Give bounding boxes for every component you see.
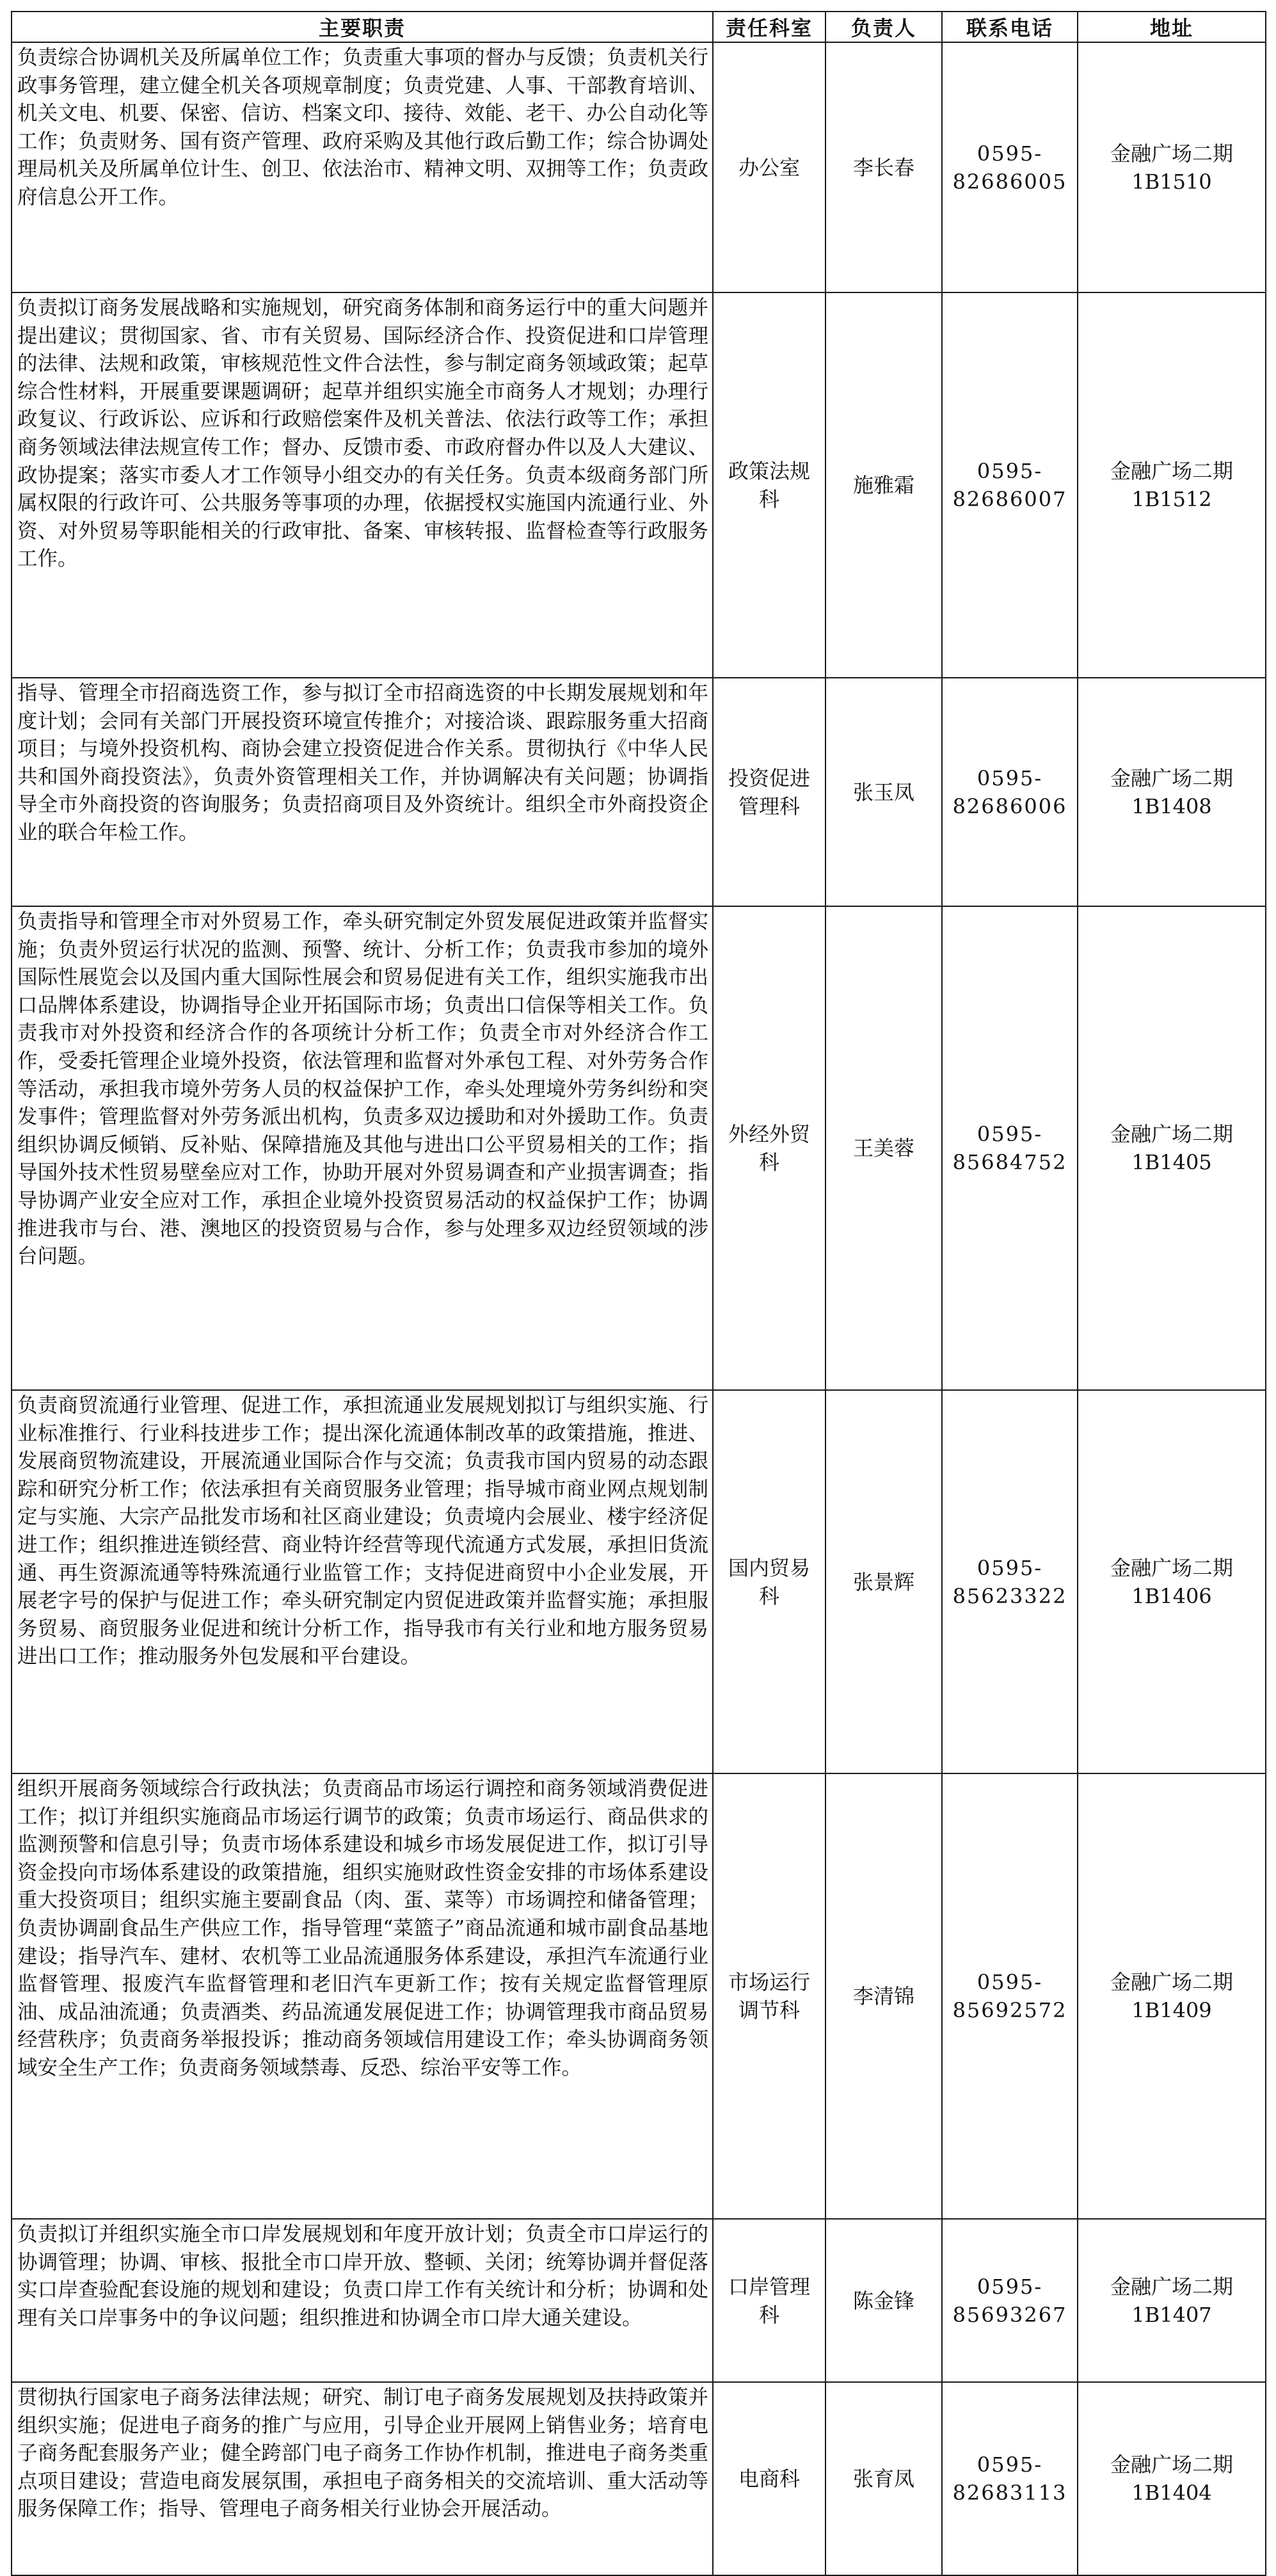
table-row — [12, 42, 1266, 292]
address-line-1: 金融广场二期 — [1110, 1122, 1233, 1146]
address-line-2: 1B1510 — [1131, 169, 1212, 194]
phone-number: 0595- 85692572 — [952, 1970, 1067, 2022]
address-line-2: 1B1512 — [1131, 487, 1212, 511]
department-cell: 电商科 — [713, 2382, 825, 2575]
table-row — [12, 292, 1266, 678]
person-cell: 张玉凤 — [825, 678, 942, 906]
duties-cell: 负责综合协调机关及所属单位工作；负责重大事项的督办与反馈；负责机关行政事务管理，建立健全机关各项规章制度；负责党建、人事、干部教育培训、机关文电、机要、保密、信访、档案文印、接待、效能、老干、办公自动化等工作；负责财务、国有资产管理、政府采购及其他行政后勤工作；综合协调处理局机关及所属单位计生、创卫、依法治市、精神文明、双拥等工作；负责政府信息公开工作。 — [12, 42, 713, 292]
department-cell: 外经外贸科 — [713, 906, 825, 1390]
phone-number: 0595- 85693267 — [952, 2274, 1067, 2327]
address-line-2: 1B1406 — [1131, 1583, 1212, 1608]
address-cell — [1078, 42, 1266, 292]
phone-number: 0595- 82686006 — [952, 765, 1067, 819]
address-line-2: 1B1408 — [1131, 794, 1212, 819]
address-line-1: 金融广场二期 — [1110, 2452, 1233, 2477]
table-row — [12, 678, 1266, 906]
address-line-2: 1B1404 — [1131, 2481, 1212, 2505]
address-line-1: 金融广场二期 — [1110, 459, 1233, 483]
department-cell: 口岸管理科 — [713, 2219, 825, 2382]
address-line-1: 金融广场二期 — [1110, 2274, 1233, 2299]
duty-document — [11, 11, 1265, 2576]
phone-cell — [942, 2382, 1078, 2575]
address-line-1: 金融广场二期 — [1110, 1970, 1233, 1994]
header-row — [12, 12, 1266, 42]
address-cell — [1078, 2382, 1266, 2575]
address-line-2: 1B1405 — [1131, 1150, 1212, 1174]
person-cell: 李长春 — [825, 42, 942, 292]
person-cell: 李清锦 — [825, 1773, 942, 2219]
phone-number: 0595- 82683113 — [952, 2452, 1067, 2505]
duties-cell: 负责商贸流通行业管理、促进工作，承担流通业发展规划拟订与组织实施、行业标准推行、行业科技进步工作；提出深化流通体制改革的政策措施，推进、发展商贸物流建设，开展流通业国际合作与交流；负责我市国内贸易的动态跟踪和研究分析工作；依法承担有关商贸服务业管理；指导城市商业网点规划制定与实施、大宗产品批发市场和社区商业建设；负责境内会展业、楼宇经济促进工作；组织推进连锁经营、商业特许经营等现代流通方式发展，承担旧货流通、再生资源流通等特殊流通行业监管工作；支持促进商贸中小企业发展，开展老字号的保护与促进工作；牵头研究制定内贸促进政策并监督实施；承担服务贸易、商贸服务业促进和统计分析工作，指导我市有关行业和地方服务贸易进出口工作；推动服务外包发展和平台建设。 — [12, 1390, 713, 1773]
address-line-2: 1B1409 — [1131, 1998, 1212, 2022]
address-cell — [1078, 1773, 1266, 2219]
phone-number: 0595- 82686007 — [952, 459, 1067, 511]
duties-cell: 组织开展商务领域综合行政执法；负责商品市场运行调控和商务领域消费促进工作；拟订并组织实施商品市场运行调节的政策；负责市场运行、商品供求的监测预警和信息引导；负责市场体系建设和城乡市场发展促进工作，拟订引导资金投向市场体系建设的政策措施，组织实施财政性资金安排的市场体系建设重大投资项目；组织实施主要副食品（肉、蛋、菜等）市场调控和储备管理；负责协调副食品生产供应工作，指导管理“菜篮子”商品流通和城市副食品基地建设；指导汽车、建材、农机等工业品流通服务体系建设，承担汽车流通行业监督管理、报废汽车监督管理和老旧汽车更新工作；按有关规定监督管理原油、成品油流通；负责酒类、药品流通发展促进工作；协调管理我市商品贸易经营秩序；负责商务举报投诉；推动商务领域信用建设工作；牵头协调商务领域安全生产工作；负责商务领域禁毒、反恐、综治平安等工作。 — [12, 1773, 713, 2219]
address-line-1: 金融广场二期 — [1110, 1555, 1233, 1580]
header-address: 地址 — [1078, 12, 1266, 42]
duties-cell: 负责拟订商务发展战略和实施规划，研究商务体制和商务运行中的重大问题并提出建议；贯彻国家、省、市有关贸易、国际经济合作、投资促进和口岸管理的法律、法规和政策，审核规范性文件合法性，参与制定商务领域政策；起草综合性材料，开展重要课题调研；起草并组织实施全市商务人才规划；办理行政复议、行政诉讼、应诉和行政赔偿案件及机关普法、依法行政等工作；承担商务领域法律法规宣传工作；督办、反馈市委、市政府督办件以及人大建议、政协提案；落实市委人才工作领导小组交办的有关任务。负责本级商务部门所属权限的行政许可、公共服务等事项的办理，依据授权实施国内流通行业、外资、对外贸易等职能相关的行政审批、备案、审核转报、监督检查等行政服务工作。 — [12, 292, 713, 678]
header-phone: 联系电话 — [942, 12, 1078, 42]
address-line-1: 金融广场二期 — [1110, 141, 1233, 166]
phone-cell — [942, 1390, 1078, 1773]
person-cell: 张育凤 — [825, 2382, 942, 2575]
duties-cell: 贯彻执行国家电子商务法律法规；研究、制订电子商务发展规划及扶持政策并组织实施；促进电子商务的推广与应用，引导企业开展网上销售业务；培育电子商务配套服务产业；健全跨部门电子商务工作协作机制，推进电子商务类重点项目建设；营造电商发展氛围，承担电子商务相关的交流培训、重大活动等服务保障工作；指导、管理电子商务相关行业协会开展活动。 — [12, 2382, 713, 2575]
address-cell — [1078, 2219, 1266, 2382]
phone-cell — [942, 42, 1078, 292]
header-person-in-charge: 负责人 — [825, 12, 942, 42]
phone-number: 0595- 85684752 — [952, 1122, 1067, 1174]
phone-cell — [942, 2219, 1078, 2382]
duties-cell: 负责拟订并组织实施全市口岸发展规划和年度开放计划；负责全市口岸运行的协调管理；协调、审核、报批全市口岸开放、整顿、关闭；统筹协调并督促落实口岸查验配套设施的规划和建设；负责口岸工作有关统计和分析；协调和处理有关口岸事务中的争议问题；组织推进和协调全市口岸大通关建设。 — [12, 2219, 713, 2382]
person-cell: 张景辉 — [825, 1390, 942, 1773]
address-cell — [1078, 292, 1266, 678]
department-cell: 国内贸易科 — [713, 1390, 825, 1773]
table-row — [12, 2382, 1266, 2575]
table-row — [12, 2219, 1266, 2382]
header-department: 责任科室 — [713, 12, 825, 42]
phone-number: 0595- 82686005 — [952, 141, 1067, 194]
department-cell: 投资促进管理科 — [713, 678, 825, 906]
address-cell — [1078, 906, 1266, 1390]
table-row — [12, 1773, 1266, 2219]
duties-cell: 负责指导和管理全市对外贸易工作，牵头研究制定外贸发展促进政策并监督实施；负责外贸运行状况的监测、预警、统计、分析工作；负责我市参加的境外国际性展览会以及国内重大国际性展会和贸易促进有关工作，组织实施我市出口品牌体系建设，协调指导企业开拓国际市场；负责出口信保等相关工作。负责我市对外投资和经济合作的各项统计分析工作；负责全市对外经济合作工作，受委托管理企业境外投资，依法管理和监督对外承包工程、对外劳务合作等活动，承担我市境外劳务人员的权益保护工作，牵头处理境外劳务纠纷和突发事件；管理监督对外劳务派出机构，负责多双边援助和对外援助工作。负责组织协调反倾销、反补贴、保障措施及其他与进出口公平贸易相关的工作；指导国外技术性贸易壁垒应对工作，协助开展对外贸易调查和产业损害调查；指导协调产业安全应对工作，承担企业境外投资贸易活动的权益保护工作；协调推进我市与台、港、澳地区的投资贸易与合作，参与处理多双边经贸领域的涉台问题。 — [12, 906, 713, 1390]
department-cell: 市场运行调节科 — [713, 1773, 825, 2219]
department-cell: 政策法规科 — [713, 292, 825, 678]
department-cell: 办公室 — [713, 42, 825, 292]
phone-cell — [942, 292, 1078, 678]
phone-cell — [942, 1773, 1078, 2219]
duties-cell: 指导、管理全市招商选资工作，参与拟订全市招商选资的中长期发展规划和年度计划；会同有关部门开展投资环境宣传推介；对接洽谈、跟踪服务重大招商项目；与境外投资机构、商协会建立投资促进合作关系。贯彻执行《中华人民共和国外商投资法》，负责外资管理相关工作，并协调解决有关问题；协调指导全市外商投资的咨询服务；负责招商项目及外资统计。组织全市外商投资企业的联合年检工作。 — [12, 678, 713, 906]
header-duties: 主要职责 — [12, 12, 713, 42]
phone-cell — [942, 678, 1078, 906]
table-row — [12, 1390, 1266, 1773]
department-duty-table — [11, 11, 1266, 2576]
address-line-2: 1B1407 — [1131, 2302, 1212, 2327]
phone-cell — [942, 906, 1078, 1390]
person-cell: 陈金锋 — [825, 2219, 942, 2382]
person-cell: 施雅霜 — [825, 292, 942, 678]
table-row — [12, 906, 1266, 1390]
address-cell — [1078, 1390, 1266, 1773]
person-cell: 王美蓉 — [825, 906, 942, 1390]
phone-number: 0595- 85623322 — [952, 1555, 1067, 1608]
address-cell — [1078, 678, 1266, 906]
address-line-1: 金融广场二期 — [1110, 765, 1233, 790]
